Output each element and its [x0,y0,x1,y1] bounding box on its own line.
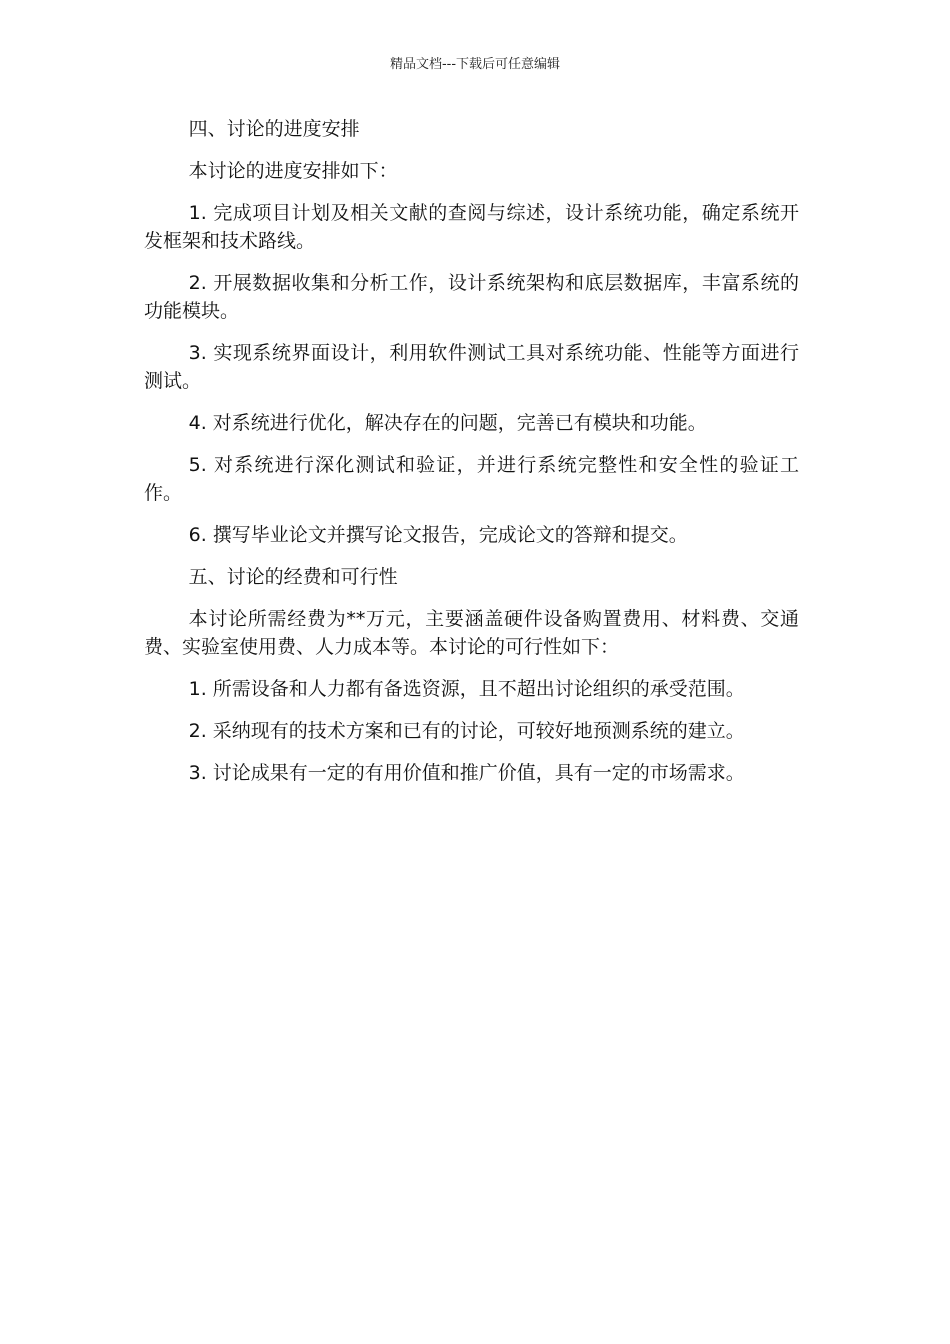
schedule-item: 2. 开展数据收集和分析工作，设计系统架构和底层数据库，丰富系统的功能模块。 [144,272,799,322]
schedule-item: 6. 撰写毕业论文并撰写论文报告，完成论文的答辩和提交。 [188,524,688,546]
feasibility-item: 2. 采纳现有的技术方案和已有的讨论，可较好地预测系统的建立。 [188,720,745,742]
schedule-item: 1. 完成项目计划及相关文献的查阅与综述，设计系统功能，确定系统开发框架和技术路线。 [144,202,799,252]
page-header: 精品文档---下载后可任意编辑 [389,57,561,72]
section-intro-schedule: 本讨论的进度安排如下： [188,160,398,182]
document-body [144,115,799,801]
feasibility-item: 3. 讨论成果有一定的有用价值和推广价值，具有一定的市场需求。 [188,762,745,784]
section-heading-funding: 五、讨论的经费和可行性 [188,566,398,588]
schedule-item: 5. 对系统进行深化测试和验证，并进行系统完整性和安全性的验证工作。 [144,454,799,504]
section-intro-funding: 本讨论所需经费为**万元，主要涵盖硬件设备购置费用、材料费、交通费、实验室使用费、人力成本等。本讨论的可行性如下： [144,608,799,658]
feasibility-item: 1. 所需设备和人力都有备选资源，且不超出讨论组织的承受范围。 [188,678,745,700]
schedule-item: 3. 实现系统界面设计，利用软件测试工具对系统功能、性能等方面进行测试。 [144,342,799,392]
section-heading-schedule: 四、讨论的进度安排 [188,118,360,140]
schedule-item: 4. 对系统进行优化，解决存在的问题，完善已有模块和功能。 [188,412,707,434]
